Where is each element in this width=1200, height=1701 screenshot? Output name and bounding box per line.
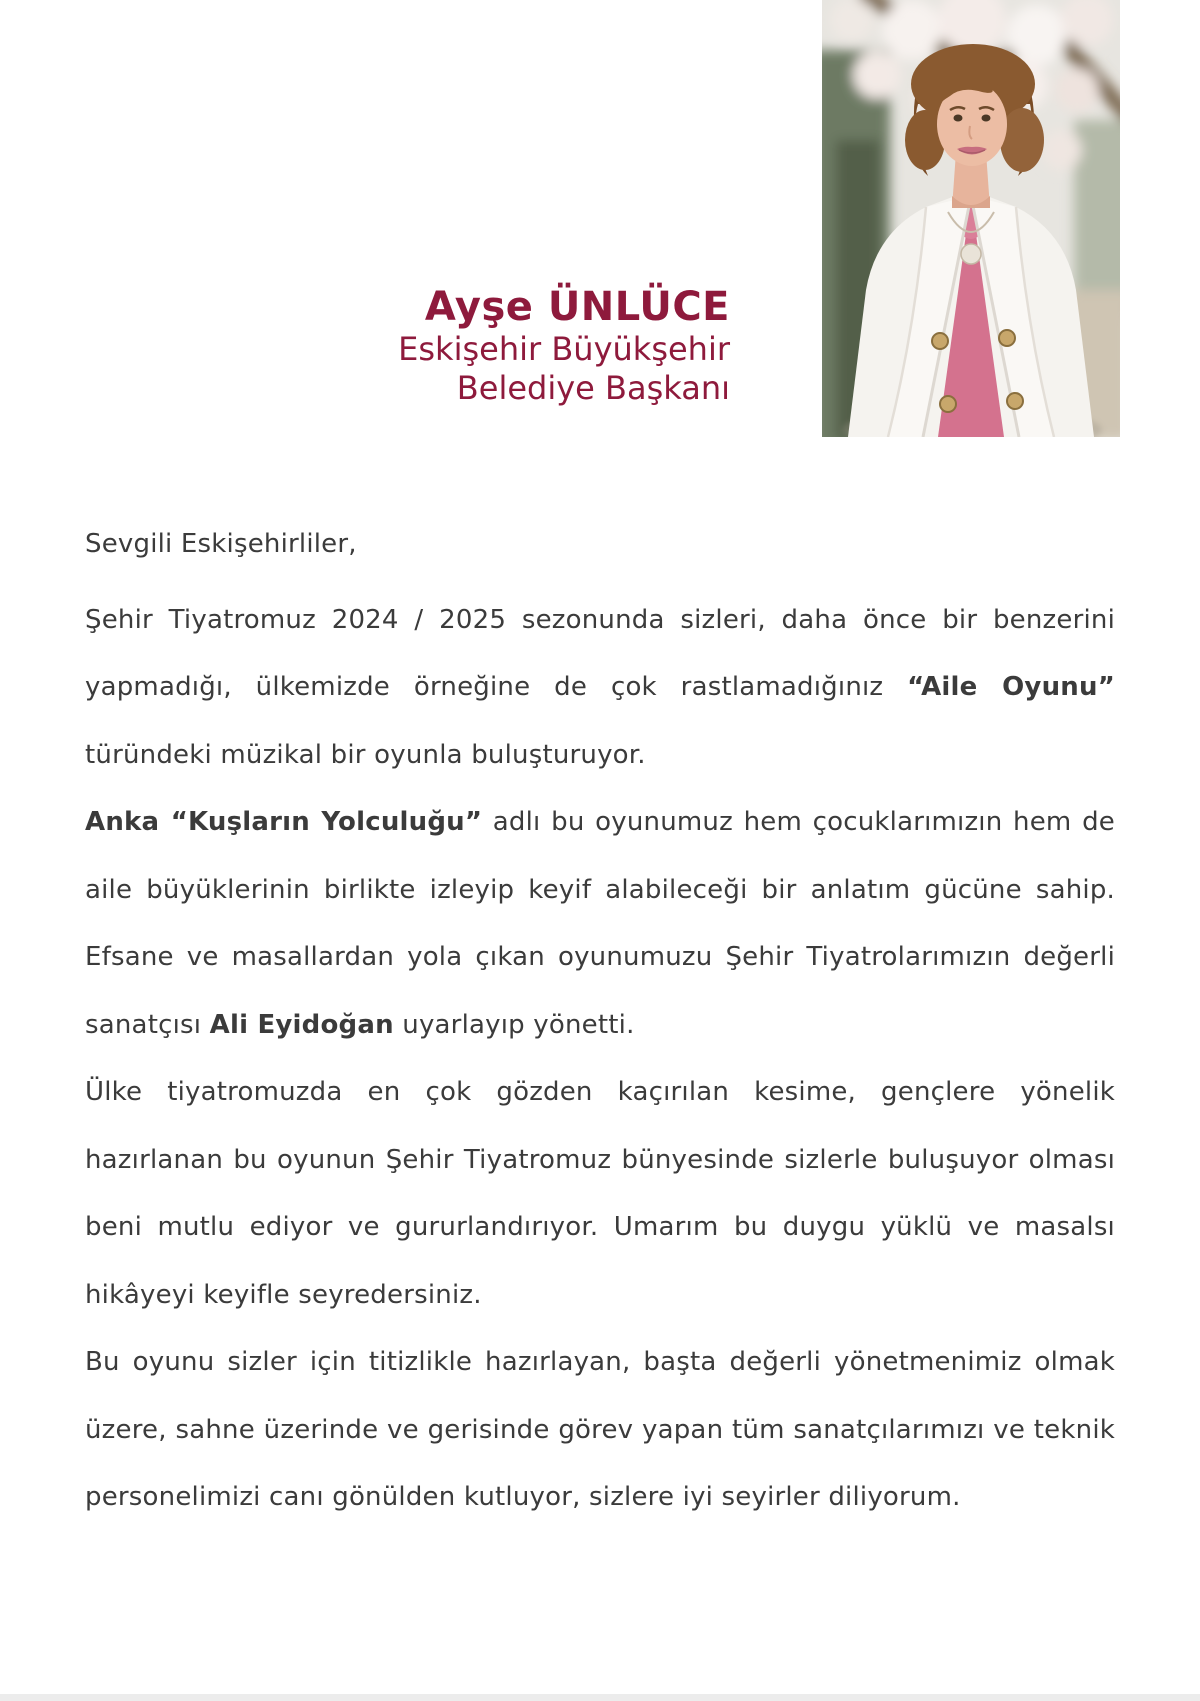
paragraph-2: [85, 789, 1115, 1059]
footer-bar: [0, 1694, 1200, 1701]
paragraph-3: Ülke tiyatromuzda en çok gözden kaçırılan kesime, gençlere yönelik hazırlanan bu oyunun Şehir Tiyatromuz bünyesinde sizlerle buluşuyor olması beni mutlu ediyor ve gururlandırıyor. Umarım bu duygu yüklü ve masalsı hikâyeyi keyifle seyredersiniz.: [85, 1077, 1115, 1310]
greeting-paragraph: Sevgili Eskişehirliler,: [85, 529, 357, 559]
bold-aile-oyunu: “Aile Oyunu”: [907, 672, 1115, 702]
paragraph-4: Bu oyunu sizler için titizlikle hazırlayan, başta değerli yönetmenimiz olmak üzere, sahne üzerinde ve gerisinde görev yapan tüm sanatçılarımızı ve teknik personelimizi canı gönülden kutluyor, sizlere iyi seyirler diliyorum.: [85, 1347, 1115, 1512]
author-block: [398, 284, 730, 408]
paragraph-2-mid: adlı bu oyunumuz hem çocuklarımızın hem de aile büyüklerinin birlikte izleyip keyif alabileceği bir anlatım gücüne sahip. Efsane ve masallardan yola çıkan oyunumuzu Şehir Tiyatrolarımızın değerli sanatçısı: [85, 807, 1115, 1040]
mayor-photo: [822, 0, 1120, 437]
paragraph-2-post: uyarlayıp yönetti.: [393, 1009, 635, 1040]
paragraph-1-post: türündeki müzikal bir oyunla buluşturuyor.: [85, 739, 646, 770]
mayor-photo-illustration: [822, 0, 1120, 437]
paragraph-1-pre: Şehir Tiyatromuz 2024 / 2025 sezonunda sizleri, daha önce bir benzerini yapmadığı, ülkemizde örneğine de çok rastlamadığınız: [85, 604, 1115, 702]
author-role-line1: Eskişehir Büyükşehir: [398, 330, 730, 368]
message-body: [85, 511, 1115, 1532]
paragraph-1: [85, 587, 1115, 790]
bold-anka-kuslarin-yolculugu: Anka “Kuşların Yolculuğu”: [85, 807, 483, 837]
author-name: Ayşe ÜNLÜCE: [424, 284, 730, 330]
bold-ali-eyidogan: Ali Eyidoğan: [209, 1009, 394, 1040]
author-role-line2: Belediye Başkanı: [456, 369, 730, 407]
